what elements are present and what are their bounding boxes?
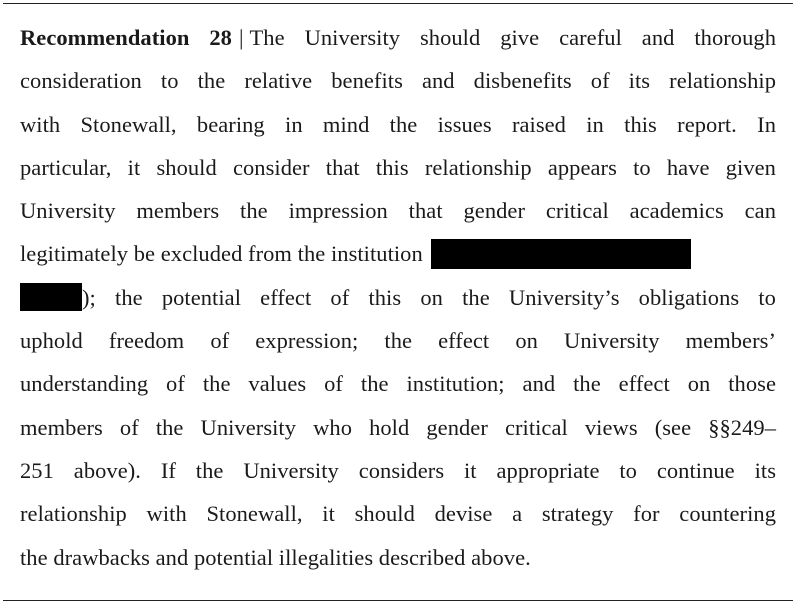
- recommendation-title: Recommendation 28: [20, 25, 232, 50]
- recommendation-paragraph: [20, 16, 776, 579]
- text-line-5: University members the impression that gender critical academics can: [20, 198, 776, 224]
- redaction-block: [431, 239, 691, 269]
- text-line-1: [20, 16, 776, 59]
- text-line-9: understanding of the values of the institution; and the effect on those: [20, 371, 776, 397]
- text-line-12: relationship with Stonewall, it should devise a strategy for countering: [20, 501, 776, 527]
- text-line-4: particular, it should consider that this relationship appears to have given: [20, 154, 776, 180]
- text-line-13: the drawbacks and potential illegalities described above.: [20, 544, 531, 570]
- text-line-11: 251 above). If the University considers it appropriate to continue its: [20, 457, 776, 483]
- top-rule: [3, 3, 793, 4]
- text-line-6: [20, 232, 776, 275]
- redaction-block: [20, 283, 82, 311]
- bottom-rule: [3, 600, 793, 601]
- text-line-3: with Stonewall, bearing in mind the issues raised in this report. In: [20, 111, 776, 137]
- text-line-1-body: The University should give careful and thorough: [249, 25, 776, 50]
- text-line-7-body: ); the potential effect of this on the University’s obligations to: [82, 284, 776, 310]
- text-line-7: [20, 276, 776, 319]
- text-line-6-body: legitimately be excluded from the institution: [20, 241, 423, 267]
- text-line-8: uphold freedom of expression; the effect on University members’: [20, 328, 776, 354]
- text-line-2: consideration to the relative benefits and disbenefits of its relationship: [20, 68, 776, 94]
- text-line-10: members of the University who hold gender critical views (see §§249–: [20, 414, 776, 440]
- title-separator: |: [238, 25, 244, 50]
